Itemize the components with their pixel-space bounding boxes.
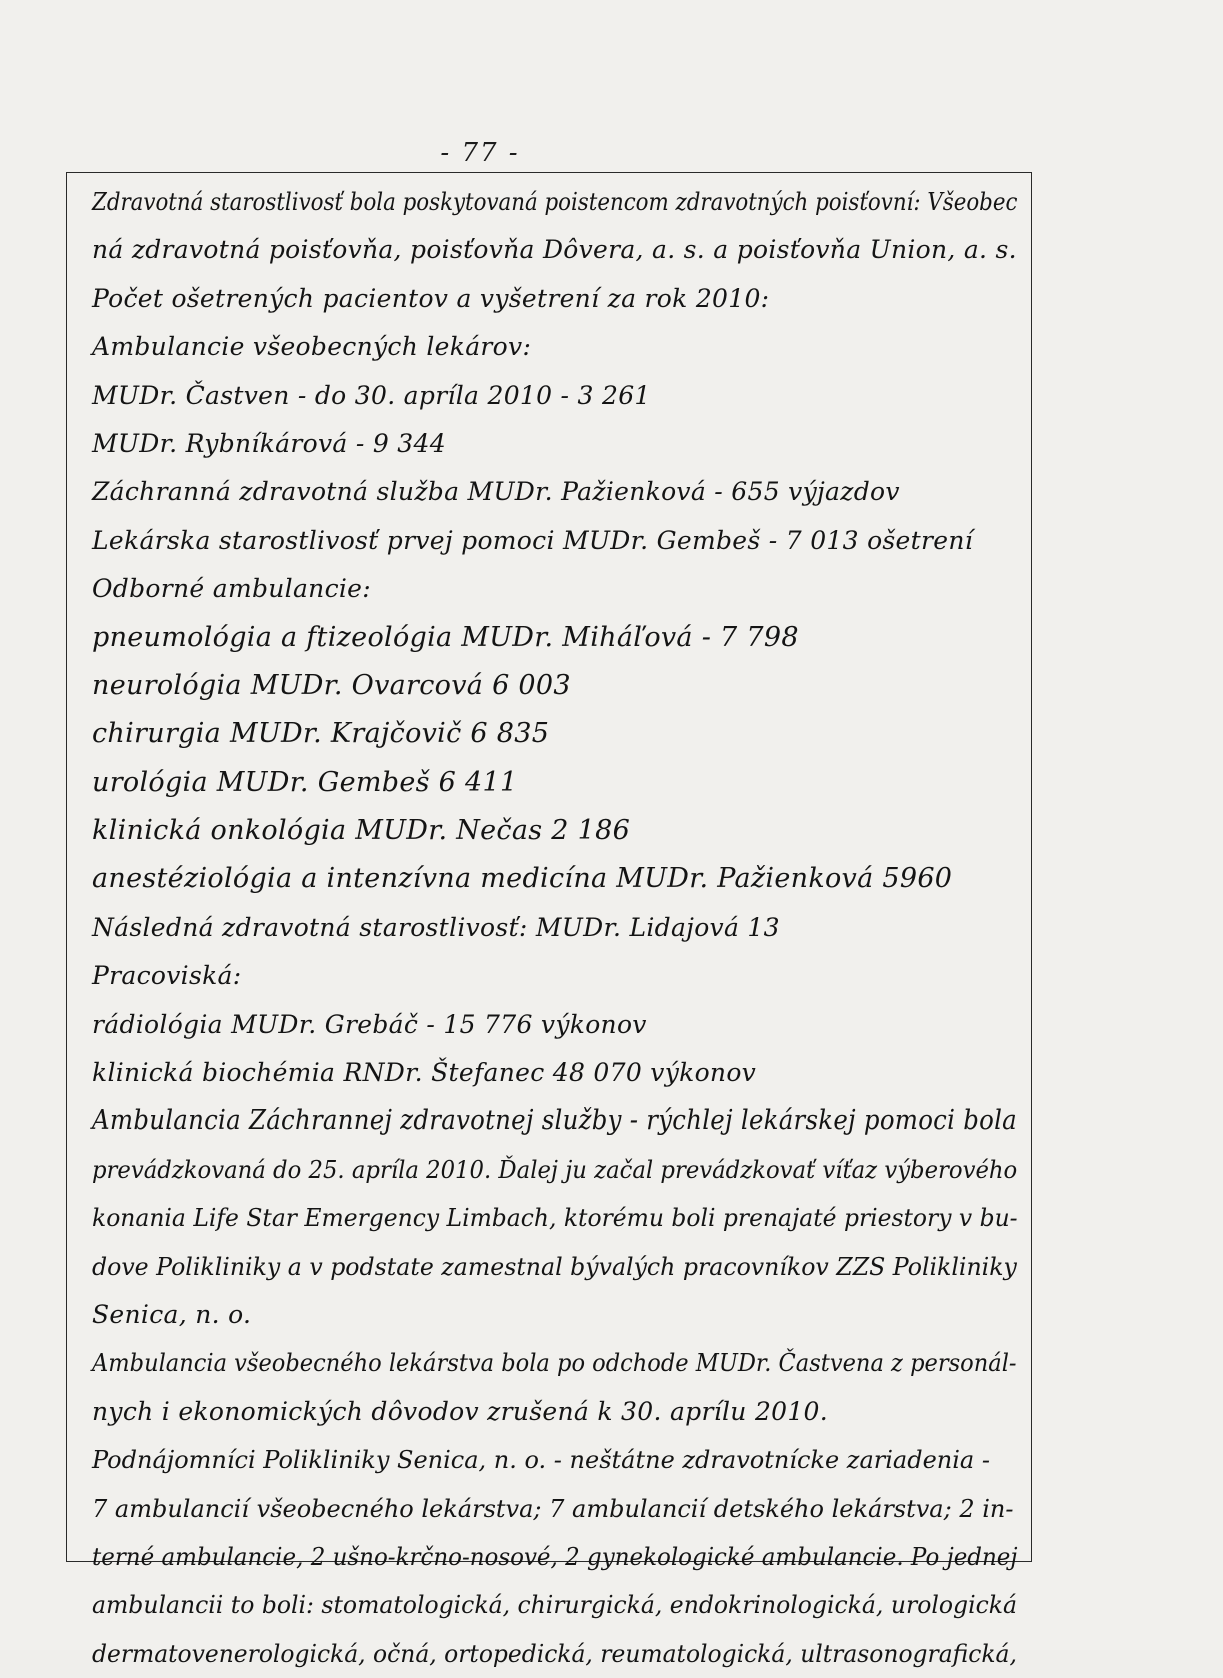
text-line: ambulancii to boli: stomatologická, chirurgická, endokrinologická, urologická [92, 1591, 1017, 1620]
text-line: Senica, n. o. [92, 1299, 252, 1329]
text-line: anestéziológia a intenzívna medicína MUDr. Pažienková 5960 [92, 863, 953, 895]
text-line: dermatovenerologická, očná, ortopedická, reumatologická, ultrasonografická, [92, 1639, 1017, 1668]
handwritten-text-block [92, 178, 1032, 1678]
text-line: prevádzkovaná do 25. apríla 2010. Ďalej ju začal prevádzkovať víťaz výberového [92, 1155, 1018, 1184]
text-line: 7 ambulancií všeobecného lekárstva; 7 ambulancií detského lekárstva; 2 in- [92, 1494, 1014, 1523]
text-line: pneumológia a ftizeológia MUDr. Miháľová - 7 798 [92, 621, 799, 653]
text-line: urológia MUDr. Gembeš 6 411 [92, 766, 518, 798]
text-line: Počet ošetrených pacientov a vyšetrení za rok 2010: [92, 283, 770, 313]
text-line: rádiológia MUDr. Grebáč - 15 776 výkonov [92, 1009, 647, 1039]
text-line: Ambulancia Záchrannej zdravotnej služby - rýchlej lekárskej pomoci bola [92, 1105, 1017, 1137]
text-line: MUDr. Častven - do 30. apríla 2010 - 3 261 [92, 380, 651, 410]
text-line: klinická biochémia RNDr. Štefanec 48 070 výkonov [92, 1058, 757, 1088]
text-line: Záchranná zdravotná služba MUDr. Pažienková - 655 výjazdov [92, 477, 900, 507]
text-line: nych i ekonomických dôvodov zrušená k 30. aprílu 2010. [92, 1396, 829, 1426]
text-line: klinická onkológia MUDr. Nečas 2 186 [92, 815, 631, 847]
text-line: Ambulancia všeobecného lekárstva bola po odchode MUDr. Častvena z personál- [92, 1349, 1017, 1378]
text-line: konania Life Star Emergency Limbach, ktorému boli prenajaté priestory v bu- [92, 1204, 1018, 1233]
text-line: Zdravotná starostlivosť bola poskytovaná poistencom zdravotných poisťovní: Všeobec [92, 188, 1018, 216]
text-line: Odborné ambulancie: [92, 574, 371, 604]
text-line: MUDr. Rybníkárová - 9 344 [92, 428, 446, 458]
text-line: ná zdravotná poisťovňa, poisťovňa Dôvera, a. s. a poisťovňa Union, a. s. [92, 235, 1017, 265]
text-line: Ambulancie všeobecných lekárov: [92, 332, 532, 362]
text-line: terné ambulancie, 2 ušno-krčno-nosové, 2 gynekologické ambulancie. Po jednej [92, 1542, 1018, 1571]
text-line: Lekárska starostlivosť prvej pomoci MUDr. Gembeš - 7 013 ošetrení [92, 525, 974, 555]
page-number: - 77 - [440, 138, 520, 168]
text-line: Pracoviská: [92, 961, 242, 991]
text-line: neurológia MUDr. Ovarcová 6 003 [92, 669, 571, 701]
text-line: Následná zdravotná starostlivosť: MUDr. Lidajová 13 [92, 912, 780, 942]
text-line: Podnájomníci Polikliniky Senica, n. o. - neštátne zdravotnícke zariadenia - [92, 1446, 990, 1475]
text-line: dove Polikliniky a v podstate zamestnal bývalých pracovníkov ZZS Polikliniky [92, 1252, 1017, 1281]
text-line: chirurgia MUDr. Krajčovič 6 835 [92, 718, 550, 750]
